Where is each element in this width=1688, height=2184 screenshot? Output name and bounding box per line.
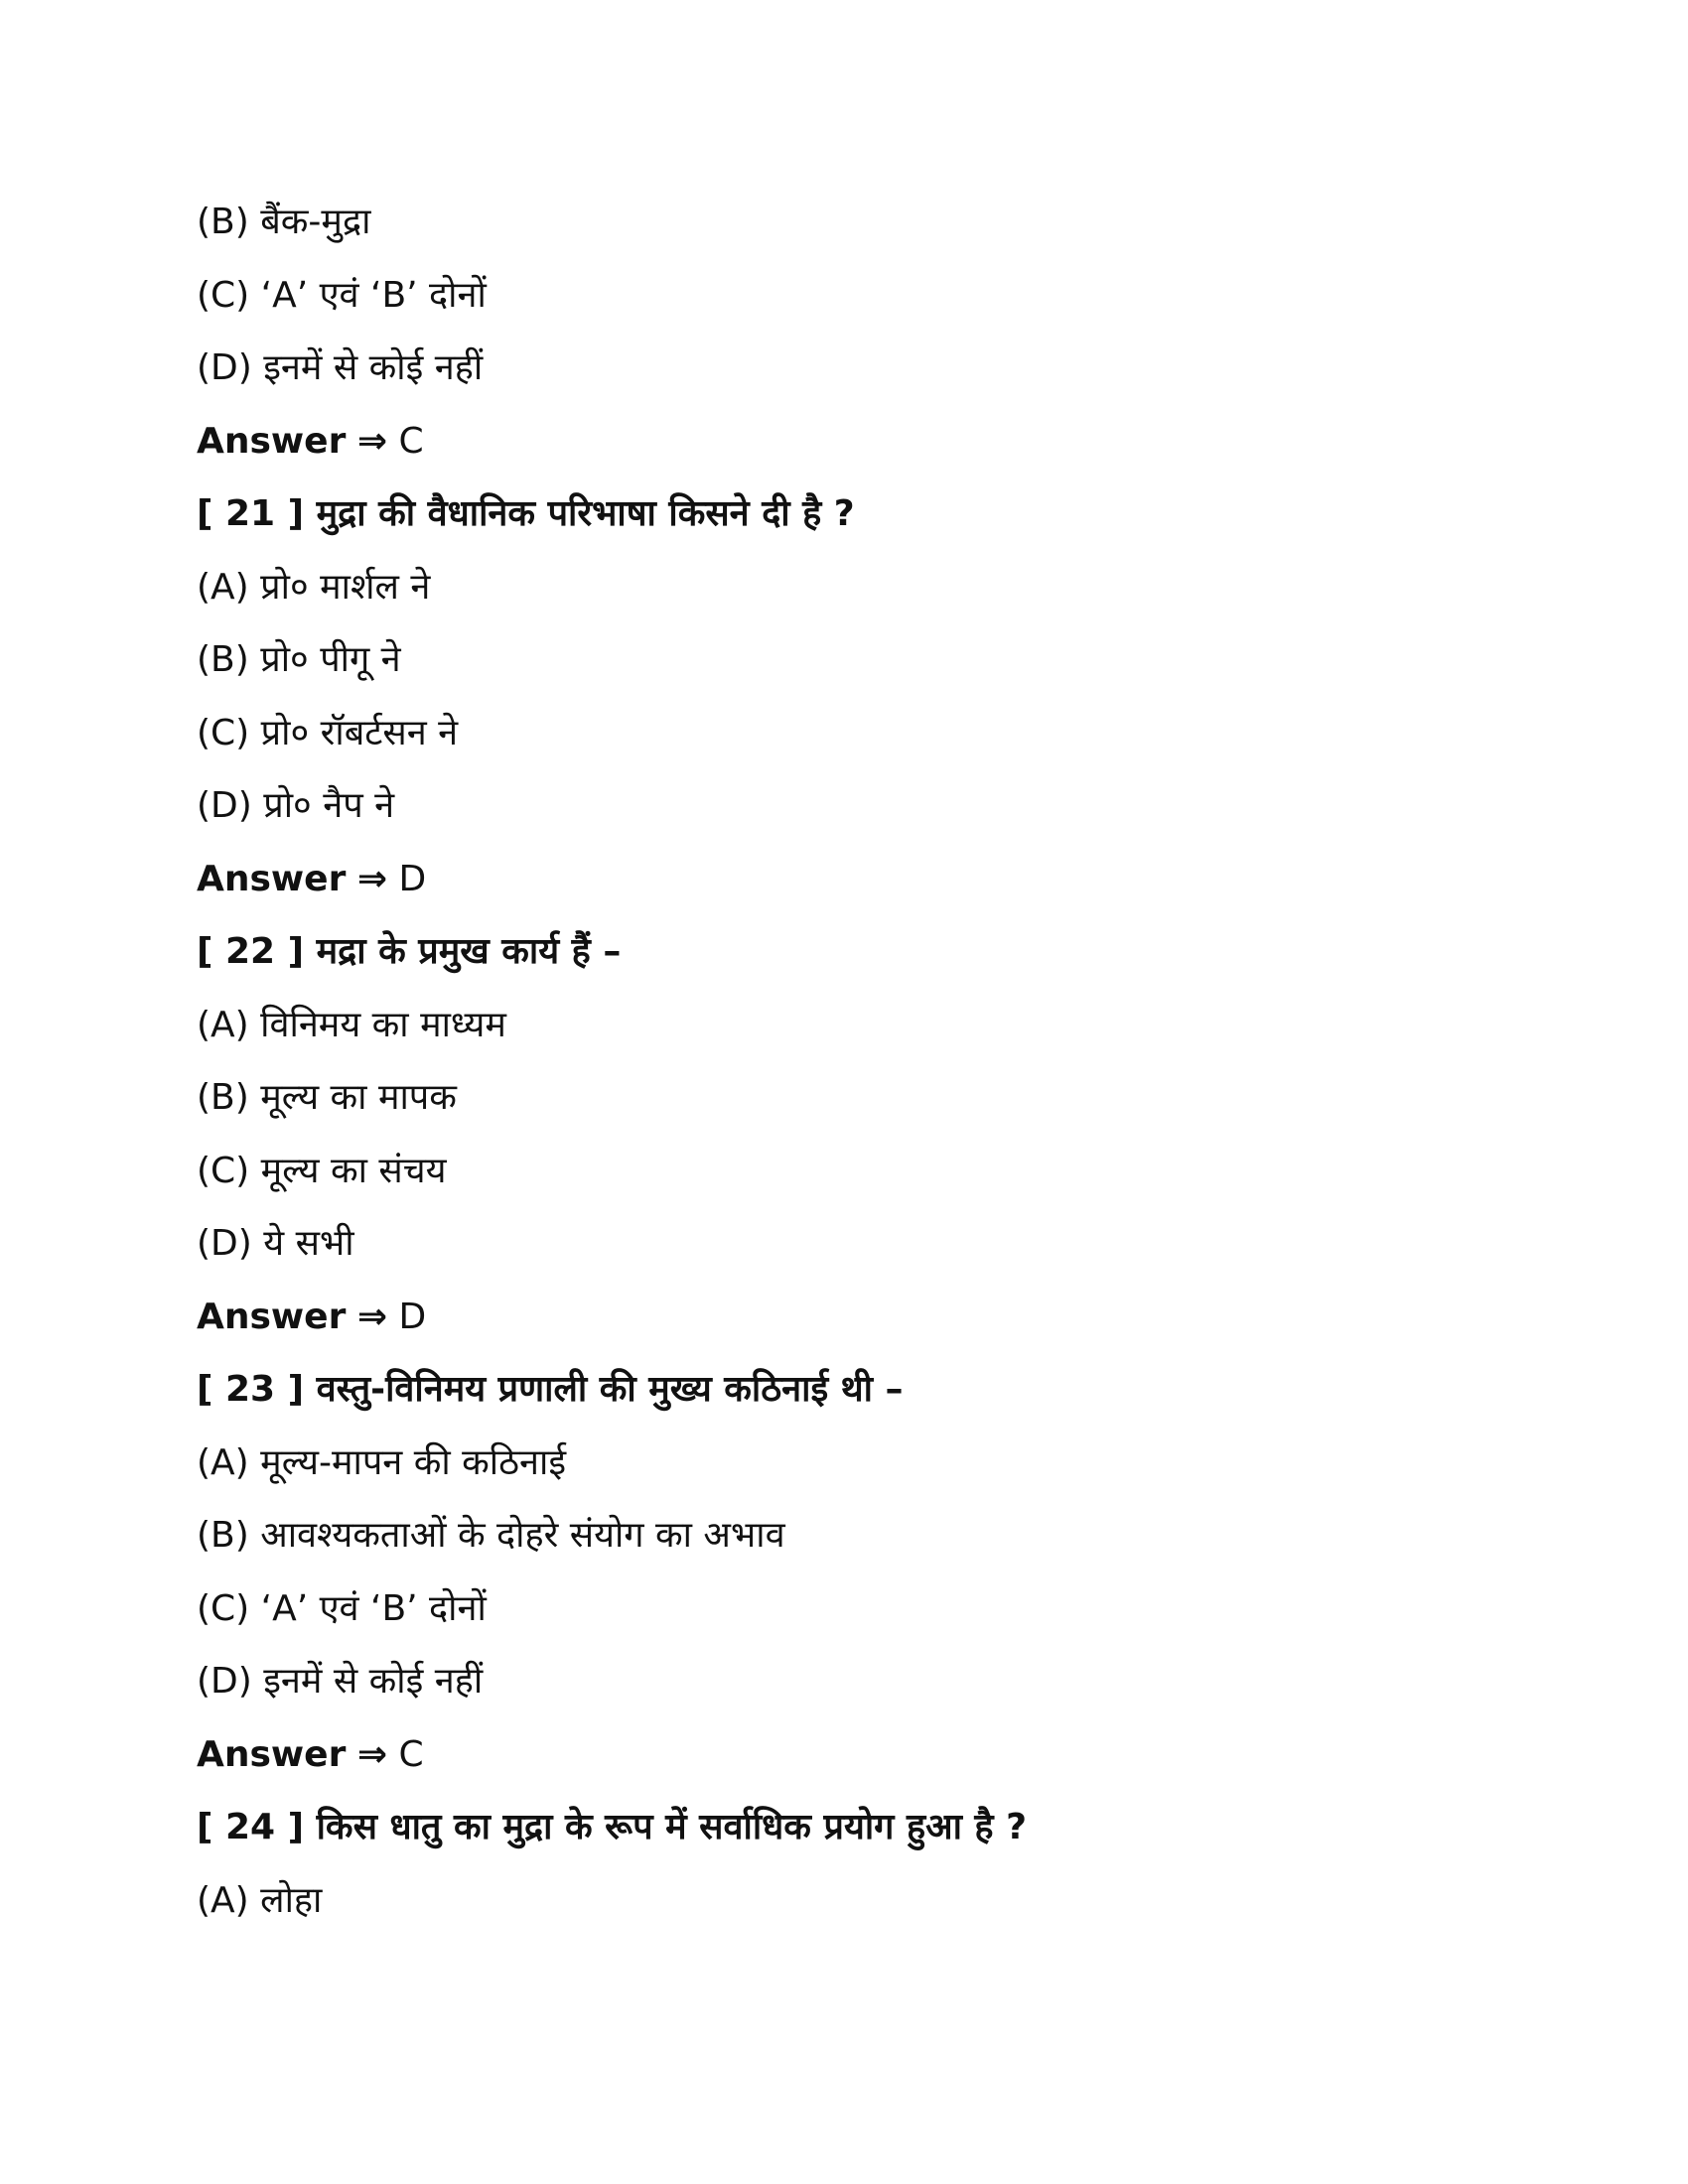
document-page <box>197 197 1487 1948</box>
option-c: (C) ‘A’ एवं ‘B’ दोनों <box>197 1587 487 1629</box>
option-d: (D) इनमें से कोई नहीं <box>197 1661 484 1702</box>
answer-value: C <box>398 1733 424 1775</box>
question-block-21 <box>197 488 1487 926</box>
option-c: (C) प्रो० रॉबर्टसन ने <box>197 712 459 753</box>
option-b: (B) बैंक-मुद्रा <box>197 202 371 242</box>
option-b: (B) मूल्य का मापक <box>197 1077 457 1118</box>
question-block-24 <box>197 1802 1487 1948</box>
option-b: (B) प्रो० पीगू ने <box>197 639 401 680</box>
answer-value: C <box>398 420 424 462</box>
question-heading: [ 24 ] किस धातु का मुद्रा के रूप में सर्वाधिक प्रयोग हुआ है ? <box>197 1807 1027 1847</box>
option-a: (A) विनिमय का माध्यम <box>197 1004 506 1045</box>
option-a: (A) लोहा <box>197 1879 323 1921</box>
answer-arrow-icon: ⇒ <box>356 420 387 462</box>
option-c: (C) ‘A’ एवं ‘B’ दोनों <box>197 274 487 316</box>
option-a: (A) मूल्य-मापन की कठिनाई <box>197 1441 567 1483</box>
answer-label: Answer <box>197 1733 347 1775</box>
option-b: (B) आवश्यकताओं के दोहरे संयोग का अभाव <box>197 1515 785 1556</box>
answer-value: D <box>398 1296 427 1337</box>
option-c: (C) मूल्य का संचय <box>197 1150 447 1191</box>
answer-label: Answer <box>197 420 347 462</box>
answer-line <box>197 854 1487 927</box>
question-heading: [ 22 ] मद्रा के प्रमुख कार्य हैं – <box>197 931 622 972</box>
option-d: (D) प्रो० नैप ने <box>197 785 395 826</box>
answer-arrow-icon: ⇒ <box>356 1733 387 1775</box>
answer-value: D <box>398 858 427 899</box>
answer-arrow-icon: ⇒ <box>356 1296 387 1337</box>
option-d: (D) इनमें से कोई नहीं <box>197 347 484 388</box>
answer-label: Answer <box>197 1296 347 1337</box>
question-block-23 <box>197 1364 1487 1802</box>
question-heading: [ 21 ] मुद्रा की वैधानिक परिभाषा किसने दी है ? <box>197 493 855 534</box>
question-block-22 <box>197 926 1487 1364</box>
option-a: (A) प्रो० मार्शल ने <box>197 566 431 608</box>
answer-line <box>197 1292 1487 1365</box>
answer-line <box>197 416 1487 489</box>
answer-label: Answer <box>197 858 347 899</box>
question-heading: [ 23 ] वस्तु-विनिमय प्रणाली की मुख्य कठिनाई थी – <box>197 1369 904 1410</box>
question-block-20 <box>197 197 1487 488</box>
option-d: (D) ये सभी <box>197 1223 354 1264</box>
answer-line <box>197 1729 1487 1803</box>
answer-arrow-icon: ⇒ <box>356 858 387 899</box>
